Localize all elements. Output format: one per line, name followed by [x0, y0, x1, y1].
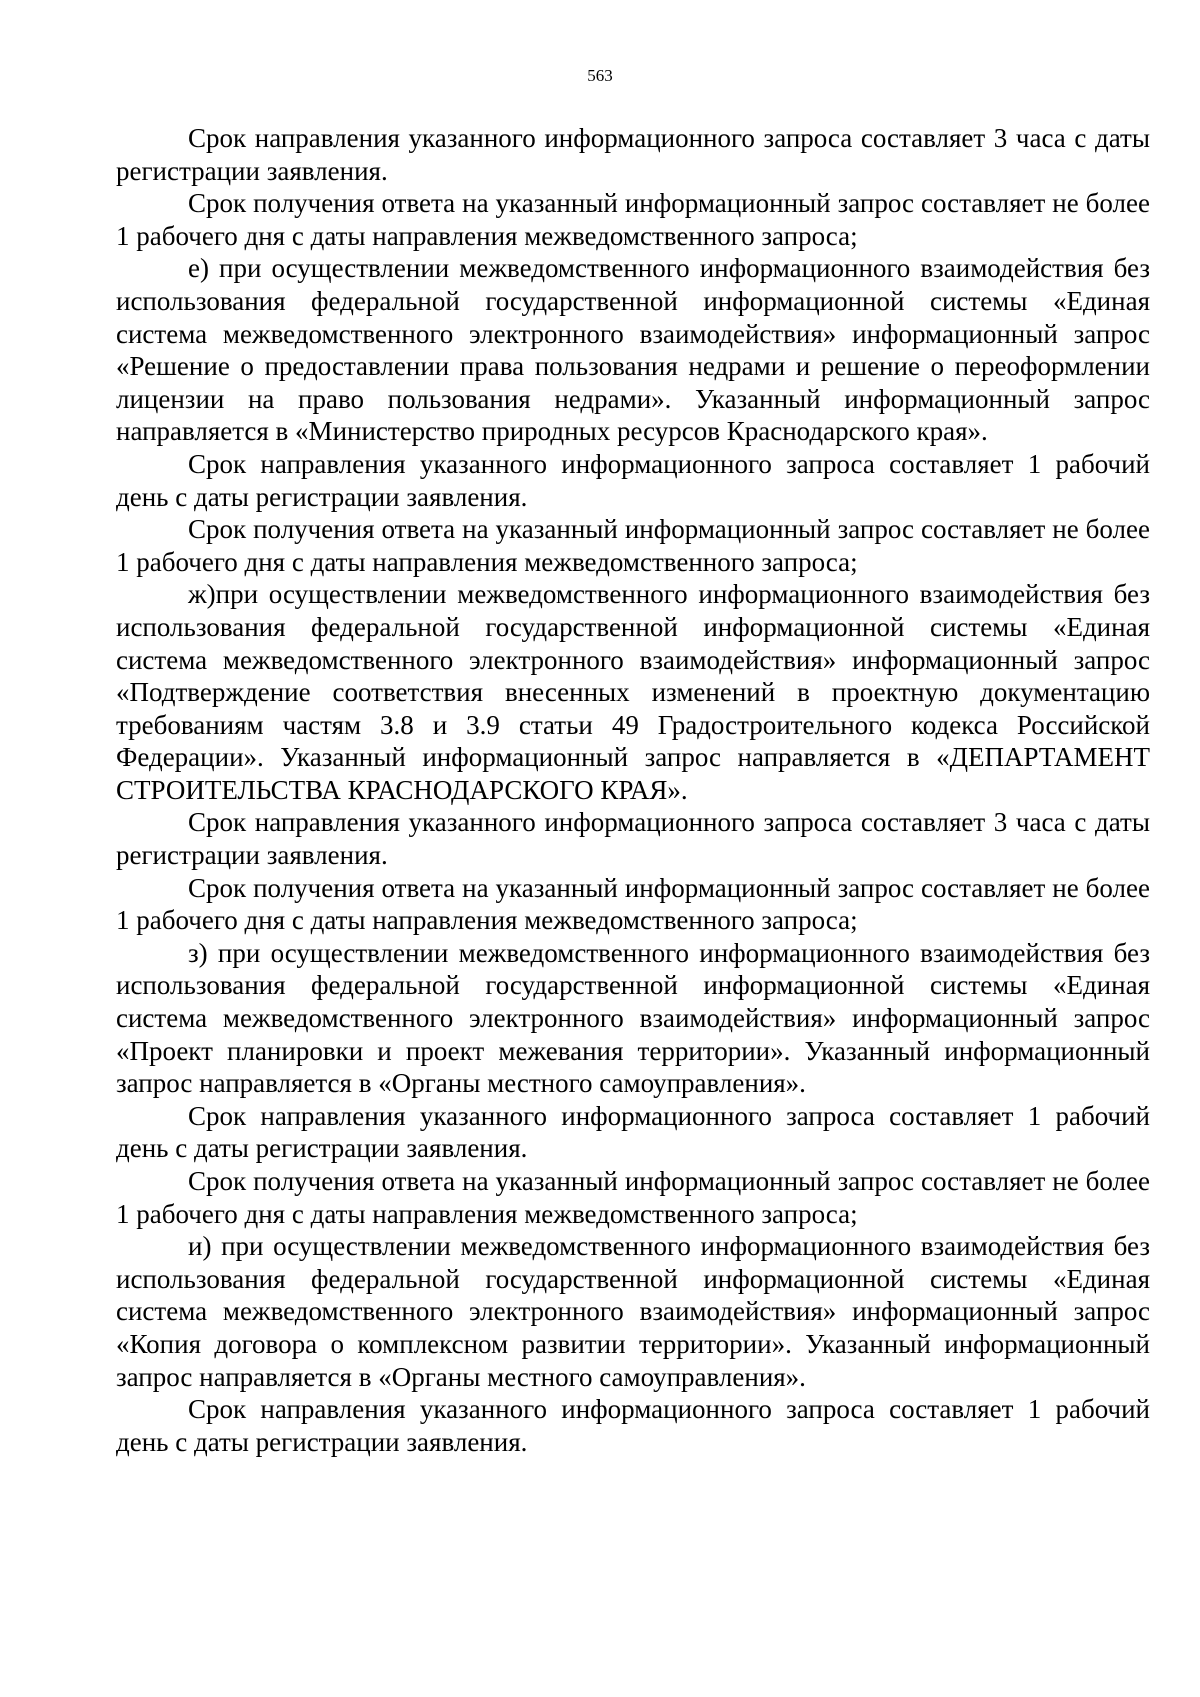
paragraph-response-deadline: Срок получения ответа на указанный информационный запрос составляет не более 1 рабочего дня с даты направления межведомственного запроса;	[116, 1166, 1150, 1229]
paragraph-response-deadline: Срок получения ответа на указанный информационный запрос составляет не более 1 рабочего дня с даты направления межведомственного запроса;	[116, 514, 1150, 577]
paragraph-item-i: и) при осуществлении межведомственного информационного взаимодействия без использования федеральной государственной информационной системы «Единая система межведомственного электронного взаимодействия» информационный запрос «Копия договора о комплексном развитии территории». Указанный информационный запрос направляется в «Органы местного самоуправления».	[116, 1231, 1150, 1392]
paragraph-item-e: е) при осуществлении межведомственного информационного взаимодействия без использования федеральной государственной информационной системы «Единая система межведомственного электронного взаимодействия» информационный запрос «Решение о предоставлении права пользования недрами и решение о переоформлении лицензии на право пользования недрами». Указанный информационный запрос направляется в «Министерство природных ресурсов Краснодарского края».	[116, 253, 1150, 447]
paragraph-send-deadline-3h: Срок направления указанного информационного запроса составляет 3 часа с даты регистрации заявления.	[116, 807, 1150, 871]
paragraph-response-deadline: Срок получения ответа на указанный информационный запрос составляет не более 1 рабочего дня с даты направления межведомственного запроса;	[116, 872, 1150, 936]
page-number: 563	[587, 66, 613, 85]
paragraph-item-z: з) при осуществлении межведомственного информационного взаимодействия без использования федеральной государственной информационной системы «Единая система межведомственного электронного взаимодействия» информационный запрос «Проект планировки и проект межевания территории». Указанный информационный запрос направляется в «Органы местного самоуправления».	[116, 937, 1150, 1099]
paragraph-item-zh: ж)при осуществлении межведомственного информационного взаимодействия без использования федеральной государственной информационной системы «Единая система межведомственного электронного взаимодействия» информационный запрос «Подтверждение соответствия внесенных изменений в проектную документацию требованиям частям 3.8 и 3.9 статьи 49 Градостроительного кодекса Российской Федерации». Указанный информационный запрос направляется в «ДЕПАРТАМЕНТ СТРОИТЕЛЬСТВА КРАСНОДАРСКОГО КРАЯ».	[116, 579, 1150, 805]
paragraph-send-deadline-1day: Срок направления указанного информационного запроса составляет 1 рабочий день с даты регистрации заявления.	[116, 1394, 1150, 1457]
document-body	[116, 122, 1150, 1458]
paragraph-send-deadline-3h: Срок направления указанного информационного запроса составляет 3 часа с даты регистрации заявления.	[116, 123, 1150, 186]
paragraph-send-deadline-1day: Срок направления указанного информационного запроса составляет 1 рабочий день с даты регистрации заявления.	[116, 1100, 1150, 1164]
paragraph-send-deadline-1day: Срок направления указанного информационного запроса составляет 1 рабочий день с даты регистрации заявления.	[116, 448, 1150, 512]
paragraph-response-deadline: Срок получения ответа на указанный информационный запрос составляет не более 1 рабочего дня с даты направления межведомственного запроса;	[116, 188, 1150, 251]
